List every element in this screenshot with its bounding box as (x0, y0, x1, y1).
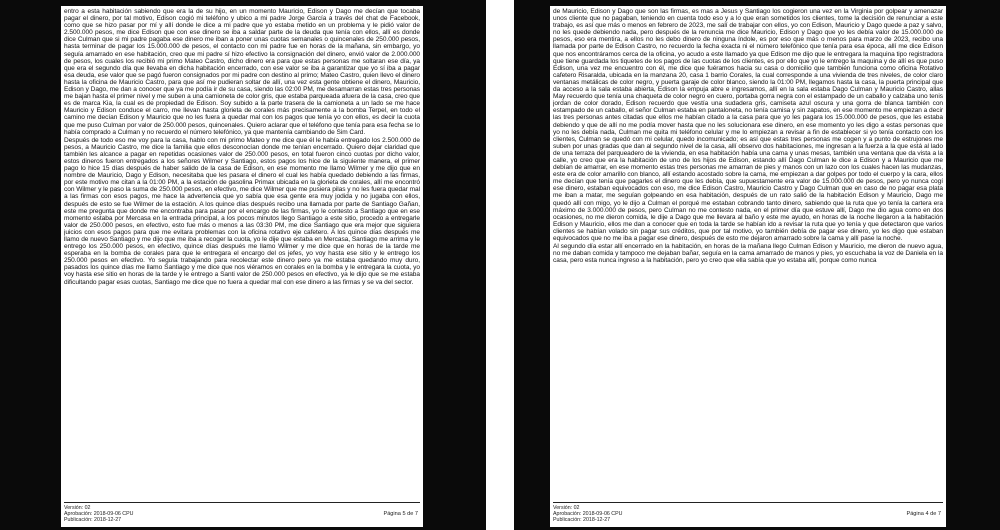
page-4-footer (553, 502, 943, 525)
right-scan (514, 0, 1000, 530)
page-5-body (64, 8, 420, 501)
publication-label: Publicación: 2018-12-27 (64, 517, 122, 524)
page-5-footer (64, 502, 420, 525)
page-number: Página 5 de 7 (383, 511, 418, 517)
document-page-4 (550, 6, 946, 527)
document-page-5 (61, 6, 423, 527)
page-4-paragraph-1: de Mauricio, Edison y Dago que son las firmas, es mas a Jesus y Santiago los cogieron una vez en la Virginia por golpear y amenazar unos cliente que no pagaban, teniendo en cuenta todo eso y a lo que eran sometidos los clientes, tome la decisión de renunciar a este trabajo, es así que más o menos en febrero de 2023, me salí de trabajar con ellos, yo con Edison, Mauricio y Dago quede a paz y salvo, no les quede debiendo nada, pero después de la renuncia me dice Mauricio, Edison y Dago que yo les debía valor de 15.000.000 de pesos, eso era mentira, a ellos no les debo dinero de ninguna índole, es por eso que más o menos para marzo de 2023, recibo una llamada por parte de Edison Castro, no recuerdo la fecha exacta ni el número telefónico que tenía para esa época, allí me dice Edison que nos encontráramos cerca de la oficina, yo acudo a este llamado ya que Edison me dijo que le entregara la maquina tipo registradora que tiene guardada los tiquetes de los pagos de las cuotas de los clientes, es por ello que yo le entrego la maquina y de allí es que puso Edison, una vez me encuentro con él, me dice que fuéramos hacia su casa o domicilio que también funciona como oficina Rotativo cafetero Risaralda, ubicada en la manzana 20, casa 1 barrio Corales, la cual corresponde a una vivienda de tres niveles, de color claro ventanas metálicas de color negro, y puerta garaje de color blanco, siendo la 01:00 PM, llegamos hasta la casa, la puerta principal que da acceso a la sala estaba abierta, Edison la empuja abre e ingresamos, allí en la sala estaba Dago Culman y Mauricio Castro, allas May recuerdo que tenía una chaqueta de color negro en cuero, portaba gorra negra con el estampado de un caballo y calzaba uno tenis jordan de color dorado, Edison recuerdo que vestía una sudadera gris, camiseta azul oscura y una gorra de blanca también con estampado de un caballo, el señor Culman estaba en pantaloneta, no tenía camisa y sin zapatos, en ese momento me empiezan a decir las tres personas antes citadas que ellos me habían citado a la casa para que yo les pagara los 15.000.000 de pesos, que les estaba debiendo y que de allí no me podía mover hasta que no les solucionara ese dinero, en ese momento yo les digo a estas personas que yo no les debía nada, Culman me quita mi teléfono celular y me lo empiezan a revisar a fin de establecer si yo tenía contacto con los clientes, Culman se quedó con mi celular, quedo incomunicado; es así que estas tres personas me cogen y a punto de estrujones me suben por unas gradas que dan al segundo nivel de la casa, allí observo dos habitaciones, me ingresan a la fuerza a la que está al lado de una terraza del parqueadero de la vivienda, en esa habitación había una cama y unas mesas, también una ventana que da vista a la calle, yo creo que era la habitación de uno de los hijos de Edison, estando allí Dago Culman le dice a Edison y a Mauricio que me debían de amarrar, en ese momento estas tres personas me amarran de pies y manos con un lazo con los cuales hacen las mudanzas, este era de color amarillo con blanco, allí estando acostado sobre la cama, me empiezan a dar golpes por todo el cuerpo y la cara, ellos me decían que tenía que pagarles el dinero que les debía, que supuestamente era valor de 15.000.000 de pesos, pero yo nunca cogí ese dinero, estaban equivocados con eso, me dice Edison Castro, Mauricio Castro y Dago Culman que en caso de no pagar esa plata me iban a matar, me seguían golpeando en esa habitación, después de un rato salió de la habitación Edison y Mauricio, Dago me quedó allí con migo, yo le dijo a Culman el porqué me estaban cobrando tanto dinero, sabiendo que la ruta que yo tenía la cartera era máximo de 3.000.000 de pesos, pero Culman no me contesto nada, en el primer día que estuve allí, Dago me dio agua como en dos ocasiones, no me dieron comida, le dije a Dago que me llevara al baño y este me ayudo, en horas de la noche llegaron a la habitación Edison y Mauricio, ellos me dan a conocer que en toda la tarde se habían ido a revisar la ruta que yo tenía y que detectaron que varios clientes se habían volado sin pagar sus créditos, que por tal motivo, yo también debía de pagar ese dinero, yo les digo que estaban equivocados que no me iba a pagar ese dinero, después de esto me dejaron amarrado sobre la cama y allí pase la noche. (553, 8, 943, 242)
page-4-body (553, 8, 943, 501)
page-5-footer-meta (64, 505, 134, 524)
approval-label: Aprobación: 2018-09-06 CPU (553, 511, 623, 518)
version-label: Versión: 02 (64, 505, 91, 511)
version-label: Versión: 02 (553, 505, 580, 511)
left-scan (0, 0, 486, 530)
page-number: Página 4 de 7 (906, 511, 941, 517)
page-5-paragraph-1: entro a esta habitación sabiendo que era la de su hijo, en un momento Mauricio, Edison y Dago me decían que tocaba pagar el dinero, por tal motivo, Edison cogió mi teléfono y ubico a mi padre Jorge García a través del chat de Facebook, como que se hizo pasar por mí y allí donde le dice a mi padre que yo estaba metido en un problema y le pidió valor de 2.500.000 pesos, me dice Edison que con ese dinero se iba a saldar parte de la deuda que tenía con ellos, allí es donde dice Culman que si mi padre pagaba ese dinero me iban a poner unas cuotas semanales o quincenales de 250.000 pesos, hasta terminar de pagar los 15.000.000 de pesos, el contacto con mi padre fue en horas de la mañana, sin embargo, yo seguía amarrado en ese habitación, creo que mi padre sí hizo efectivo la consignación del dinero, envió valor de 2.000.000 de pesos, los cuales los recibió mi primo Mateo Castro, dicho dinero era para que estas personas me soltaran ese día, ya que era el segundo día que llevaba en dicha habitación encerrado, con ese valor se iba a garantizar que yo sí iba a pagar esa deuda, ese valor que se pagó fueron consignados por mi padre con destino al primo; Mateo Castro, quien llevo el dinero hasta la oficina de Mauricio Castro, para que así me pudieran soltar de allí, una vez esta gente obtiene el dinero, Mauricio, Edison y Dago, me dan a conocer que ya me podía ir de su casa, siendo las 02:00 PM, me desamarran estas tres personas me bajan hasta el primer nivel y me suben a una camioneta de color gris, que estaba parqueada afuera de la casa, creo que es de marca Kia, la cual es de propiedad de Edison. Soy subido a la parte trasera de la camioneta a un lado se me hace Mauricio y Edison conduce el carro, me llevan hasta glorieta de corales más precisamente a la bomba Terpel, en todo el camino me decían Edison y Mauricio que no les fuera a quedar mal con los pagos que tenía yo con ellos, es decir la cuota que me puso Culman por valor de 250.000 pesos, quincenales. Quiero aclarar que el teléfono que tenía para esa fecha se lo había comprado a Culman y no recuerdo el número telefónico, ya que mantenía cambiando de Sim Card. (64, 8, 420, 136)
approval-label: Aprobación: 2018-09-06 CPU (64, 511, 134, 518)
publication-label: Publicación: 2018-12-27 (553, 517, 611, 524)
page-4-paragraph-2: Al segundo día estar allí encerrado en la habitación, en horas de la mañana llego Culman Edison y Mauricio, me dieron de nuevo agua, no me daban comida y tampoco me dejaban bañar, seguía en la cama amarrado de manos y pies, yo escuchaba la voz de Daniela en la casa, pero esta nunca ingreso a la habitación, pero yo creo que ella sabía que yo estaba allí, porque como nunca (553, 243, 943, 265)
page-4-footer-meta (553, 505, 623, 524)
page-5-paragraph-2: Después de todo eso me voy para la casa, hablo con mi primo Mateo y me dice que él le había entregado los 2.500.000 de pesos, a Mauricio Castro, me dice la familia que ellos desconocían donde me tenían encerrado. Quiero dejar claridad que también les alcance a pagar en repetidas ocasiones valor de 250.000 pesos, en total fueron cinco cuotas por dicho valor, estos dineros fueron entregados a los señores Wilmer y Santiago, estos pagos los hice de la siguiente manera, el primer pago lo hice 15 días después de haber salido de la casa de Edison, en ese momento me llamo Wilmer y me dijo que en nombre de Mauricio, Dago y Edison, necesitaba que les pasara el dinero el cual les había quedado debiendo a las firmas, por este motivo me citan a la 01:00 PM, a la estación de gasolina Primax ubicada en la glorieta de corales, allí me encontró con Wilmer y le paso la suma de 250.000 pesos, en efectivo, me dice Wilmer que me pusiera pilas y no les fuera quedar mal a las firmas con esos pagos, me hace la advertencia que yo sabía que esa gente era muy jodida y no jugaba con ellos, después de esto se fue Wilmer de la estación. A los quince días después recibo una llamada por parte de Santiago Gañan, este me pregunta que donde me encontraba para pasar por el encargo de las firmas, yo le contesto a Santiago que en ese momento estaba por Mercasa en la entrada principal, a los pocos minutos llego Santiago a este sitio, procedo a entregarle valor de 250.000 pesos, en efectivo, esto fue más o menos a las 03:30 PM, me dice Santiago que era mejor que siguiera juicios con esos pagos para que me evitara problemas con la oficina rotativo eje cafetero. A los quince días después me llamo de nuevo Santiago y me dijo que me iba a recoger la cuota, yo le dije que estaba en Mercasa, Santiago me arrima y le entrego los 250.000 pesos, en efectivo, quince días después me llamo Wilmer y me dice que en horas de la tarde me esperaba en la bomba de corales para que le entregara el encargo del os jefes, yo voy hasta ese sitio y le entrego los 250.000 pesos en efectivo. Yo seguía trabajando para recolectar este dinero pero ya me estaba quedando muy duro, pasados los quince días me llamo Santiago y me dice que nos viéramos en corales en la bomba y le entregara la cuota, yo voy hasta ese sitio en horas de la tarde y le entrego a Santi valor de 250.000 pesos en efectivo, ya le dijo que se me estaba dificultando pagar esas cuotas, Santiago me dice que no fuera a quedar mal con ese dinero a las firmas y se va del sector. (64, 136, 420, 286)
